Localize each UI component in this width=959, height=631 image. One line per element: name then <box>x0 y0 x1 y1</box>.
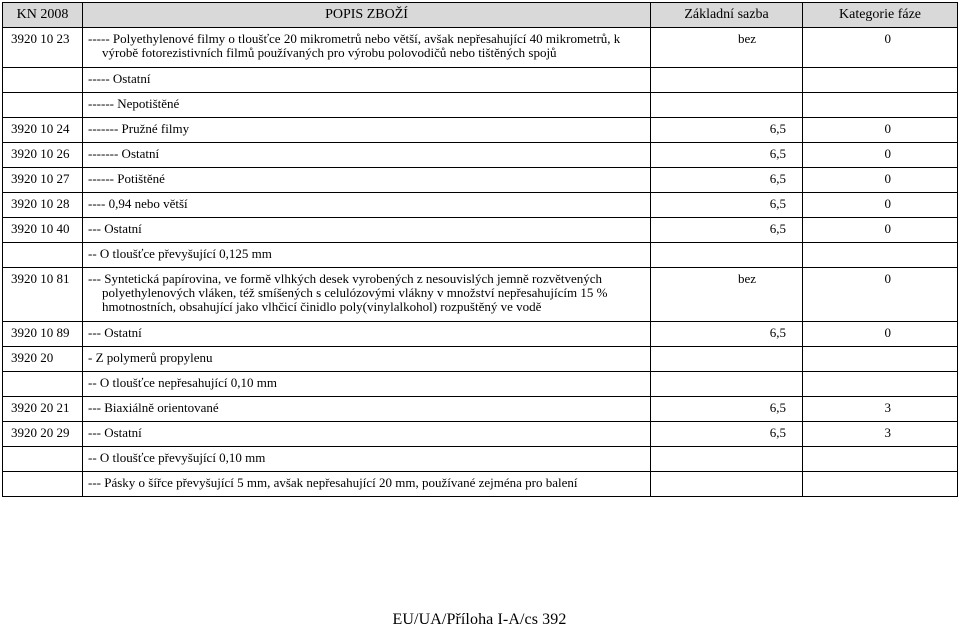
description: - Z polymerů propylenu <box>83 347 651 372</box>
staging-category <box>803 472 958 497</box>
description: ----- Polyethylenové filmy o tloušťce 20 mikrometrů nebo větší, avšak nepřesahující 40 mikrometrů, k výrobě fotorezistivních filmů používaných pro výrobu polovodičů nebo tištěných spojů <box>88 31 621 60</box>
staging-category <box>803 347 958 372</box>
base-rate: 6,5 <box>651 193 803 218</box>
table-row <box>3 243 958 268</box>
cn-code: 3920 10 26 <box>3 143 83 168</box>
base-rate: 6,5 <box>651 322 803 347</box>
cn-code: 3920 10 89 <box>3 322 83 347</box>
description: --- Pásky o šířce převyšující 5 mm, avšak nepřesahující 20 mm, používané zejména pro balení <box>83 472 651 497</box>
staging-category: 0 <box>803 268 958 322</box>
base-rate <box>651 372 803 397</box>
base-rate: bez <box>651 28 803 68</box>
staging-category: 0 <box>803 168 958 193</box>
description: ----- Ostatní <box>83 68 651 93</box>
description: ------ Potištěné <box>83 168 651 193</box>
table-row <box>3 322 958 347</box>
staging-category <box>803 243 958 268</box>
description: --- Ostatní <box>83 322 651 347</box>
description: --- Ostatní <box>83 218 651 243</box>
table-row <box>3 118 958 143</box>
staging-category <box>803 93 958 118</box>
staging-category <box>803 372 958 397</box>
table-row <box>3 472 958 497</box>
description: --- Syntetická papírovina, ve formě vlhkých desek vyrobených z nesouvislých jemně rozvětvených polyethylenových vláken, též smíšených s celulózovými vlákny v množství nepřesahujícím 15 % hmotnostních, obsahující jako vlhčicí činidlo poly(vinylalkohol) rozpuštěný ve vodě <box>88 271 608 314</box>
cn-code: 3920 20 21 <box>3 397 83 422</box>
description: ------- Ostatní <box>83 143 651 168</box>
cn-code <box>3 68 83 93</box>
base-rate <box>651 472 803 497</box>
description: -- O tloušťce převyšující 0,10 mm <box>83 447 651 472</box>
cn-code: 3920 10 81 <box>3 268 83 322</box>
cn-code: 3920 10 40 <box>3 218 83 243</box>
description: ---- 0,94 nebo větší <box>83 193 651 218</box>
table-row <box>3 218 958 243</box>
base-rate: 6,5 <box>651 397 803 422</box>
staging-category: 3 <box>803 397 958 422</box>
cn-code: 3920 10 24 <box>3 118 83 143</box>
cn-code <box>3 447 83 472</box>
table-row <box>3 422 958 447</box>
staging-category: 0 <box>803 118 958 143</box>
table-row <box>3 447 958 472</box>
description: --- Ostatní <box>83 422 651 447</box>
table-row <box>3 168 958 193</box>
table-row <box>3 93 958 118</box>
header-cn-code: KN 2008 <box>3 3 83 28</box>
staging-category: 0 <box>803 322 958 347</box>
staging-category: 3 <box>803 422 958 447</box>
staging-category <box>803 68 958 93</box>
description: -- O tloušťce nepřesahující 0,10 mm <box>83 372 651 397</box>
cn-code: 3920 10 23 <box>3 28 83 68</box>
cn-code <box>3 243 83 268</box>
staging-category: 0 <box>803 193 958 218</box>
staging-category <box>803 447 958 472</box>
table-row <box>3 28 958 68</box>
base-rate: bez <box>651 268 803 322</box>
description: --- Biaxiálně orientované <box>83 397 651 422</box>
staging-category: 0 <box>803 218 958 243</box>
base-rate <box>651 447 803 472</box>
base-rate: 6,5 <box>651 422 803 447</box>
tariff-table <box>2 2 958 497</box>
base-rate <box>651 68 803 93</box>
cn-code: 3920 20 <box>3 347 83 372</box>
page-footer: EU/UA/Příloha I-A/cs 392 <box>392 611 567 628</box>
base-rate <box>651 243 803 268</box>
header-description: POPIS ZBOŽÍ <box>83 3 651 28</box>
staging-category: 0 <box>803 28 958 68</box>
table-row <box>3 268 958 322</box>
cn-code <box>3 472 83 497</box>
cn-code <box>3 93 83 118</box>
table-row <box>3 143 958 168</box>
base-rate: 6,5 <box>651 143 803 168</box>
table-row <box>3 68 958 93</box>
header-staging-category: Kategorie fáze <box>803 3 958 28</box>
header-base-rate: Základní sazba <box>651 3 803 28</box>
staging-category: 0 <box>803 143 958 168</box>
table-header-row <box>3 3 958 28</box>
description: -- O tloušťce převyšující 0,125 mm <box>83 243 651 268</box>
cn-code <box>3 372 83 397</box>
description: ------ Nepotištěné <box>83 93 651 118</box>
base-rate: 6,5 <box>651 118 803 143</box>
table-row <box>3 193 958 218</box>
cn-code: 3920 20 29 <box>3 422 83 447</box>
base-rate: 6,5 <box>651 218 803 243</box>
table-row <box>3 397 958 422</box>
base-rate <box>651 347 803 372</box>
cn-code: 3920 10 28 <box>3 193 83 218</box>
cn-code: 3920 10 27 <box>3 168 83 193</box>
table-row <box>3 347 958 372</box>
table-row <box>3 372 958 397</box>
base-rate: 6,5 <box>651 168 803 193</box>
description: ------- Pružné filmy <box>83 118 651 143</box>
base-rate <box>651 93 803 118</box>
